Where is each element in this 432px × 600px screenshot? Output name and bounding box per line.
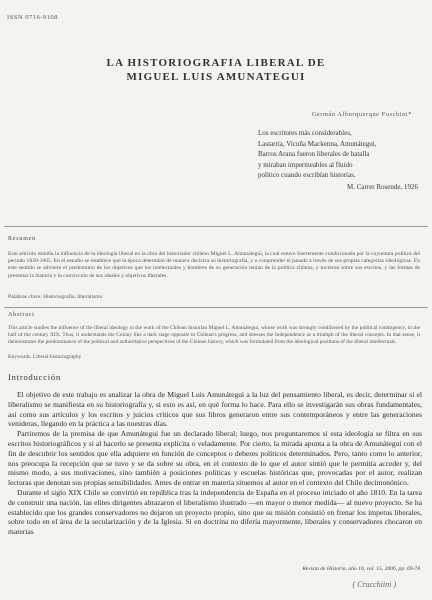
epigraph-line: político cuando escribían historias. [258,171,356,179]
journal-reference: Revista de Historia, año 16, vol. 15, 2006, pp. 69-78 [302,566,420,572]
epigraph-signature: M. Carrer Rosende, 1926 [347,182,418,191]
article-title [0,56,432,84]
divider [4,226,428,227]
title-line-1: LA HISTORIOGRAFIA LIBERAL DE [106,57,326,69]
abstract-keywords: Keywords: Liberal historiography [8,354,82,360]
epigraph-line: Lastarria, Vicuña Mackenna, Amunátegui, [258,139,377,148]
epigraph-line: y miraban impermeables al fluido [258,160,353,169]
resumen-heading: Resumen [8,236,36,242]
abstract-heading: Abstract [8,312,35,318]
paragraph: Partiremos de la premisa de que Amunátegui fue un declarado liberal; luego, nos preguntaremos si esta ideología se filtra en sus escritos historiográficos y si al hacerlo se presenta explícita o veladamente. Por cierto, la mirada apunta a la obra de Amunátegui con el fin de descubrir los sentidos que ella adquiere en función de conceptos o deberes políticos determinados. Pero, tanto como lo anterior, nos preocupa la recepción que se tuvo y se da sobre su obra, en el contexto de lo que el autor sintió que le permitía acceder y, del mismo modo, a sus motivaciones, sino también a posiciones políticas y escuelas históricas que, provocadas por el autor, realizan lecturas que denotan sus propias sensibilidades. Antes de entrar en materia situemos al autor en el contexto del Chile decimonónico. [8,429,422,488]
introduction-heading: Introducción [8,372,62,382]
author-name: Germán Alburquerque Fuschini* [311,111,412,118]
introduction-body [8,390,422,537]
issn: ISSN 0716-9108 [7,14,58,21]
title-line-2: MIGUEL LUIS AMUNATEGUI [126,71,306,83]
handwritten-stamp: ( Crucchiini ) [352,580,396,589]
divider [4,307,428,308]
resumen-text: Este artículo estudia la influencia de la ideología liberal en la obra del historiador chileno Miguel L. Amunátegui, la cual estuvo fuertemente condicionada por la coyuntura política del periodo 1830-1865. En el estudio se establece que la época determinó de manera decisiva su historiografía, y a comprender el pasado a través de sus propias categorías ideológicas. En este sentido se advierte el predominio de los objetivos que los intelectuales y hombres de su generación tenían de la política chilena, y tuvieron sobre sus escritos, y las formas de presentar la historia y la convicción de sus ideales y objetivos liberales. [8,251,420,279]
paragraph: El objetivo de este trabajo es analizar la obra de Miguel Luis Amunátegui a la luz del pensamiento liberal, es decir, determinar si el liberalismo se manifiesta en su historiografía y, si esto es así, en qué forma lo hace. Para ello se investigarán sus obras fundamentales, así como sus artículos y los escritos y juicios críticos que sus libros generaron entre sus contemporáneos y entre las generaciones venideras, llegando en la práctica a las nuestras días. [8,390,422,429]
epigraph [258,128,418,192]
abstract-text: This article studies the influence of the liberal ideology in the work of the Chilean historian Miguel L. Amunátegui, whose work was strongly conditioned by the political contingency, in the half of the century XIX. Thus, it understands the Colony like a dark stage opposite to Chilean's progress, and stresses the Independence as a triumph of the liberal concepts. In that sense, it demonstrates the predominance of the political and authoritative perspectives of the Chilean history, which was formulated from the ideological positions of the liberal intellectuals. [8,325,420,345]
epigraph-line: Barros Arana fueron liberales de batalla [258,150,370,158]
epigraph-line: Los escritores más considerables, [258,129,352,137]
resumen-keywords: Palabras clave: Historiografía, liberalismo [8,294,103,300]
paragraph: Durante el siglo XIX Chile se convirtió en república tras la independencia de España en el proceso iniciado el año 1810. En la tarea de construir una nación, las elites dirigentes abrazaron el liberalismo ilustrado —en mayor o menor medida— al nuevo proyecto. Se ha establecido que los grandes conservadores no dejaron un proyecto propio, sino que su misión consistió en frenar los ímpetus liberales, sobre todo en el área de la secularización y de la Iglesia. Si en doctrina no difería mayormente, liberales y conservadores chocaron en materias [8,487,422,537]
